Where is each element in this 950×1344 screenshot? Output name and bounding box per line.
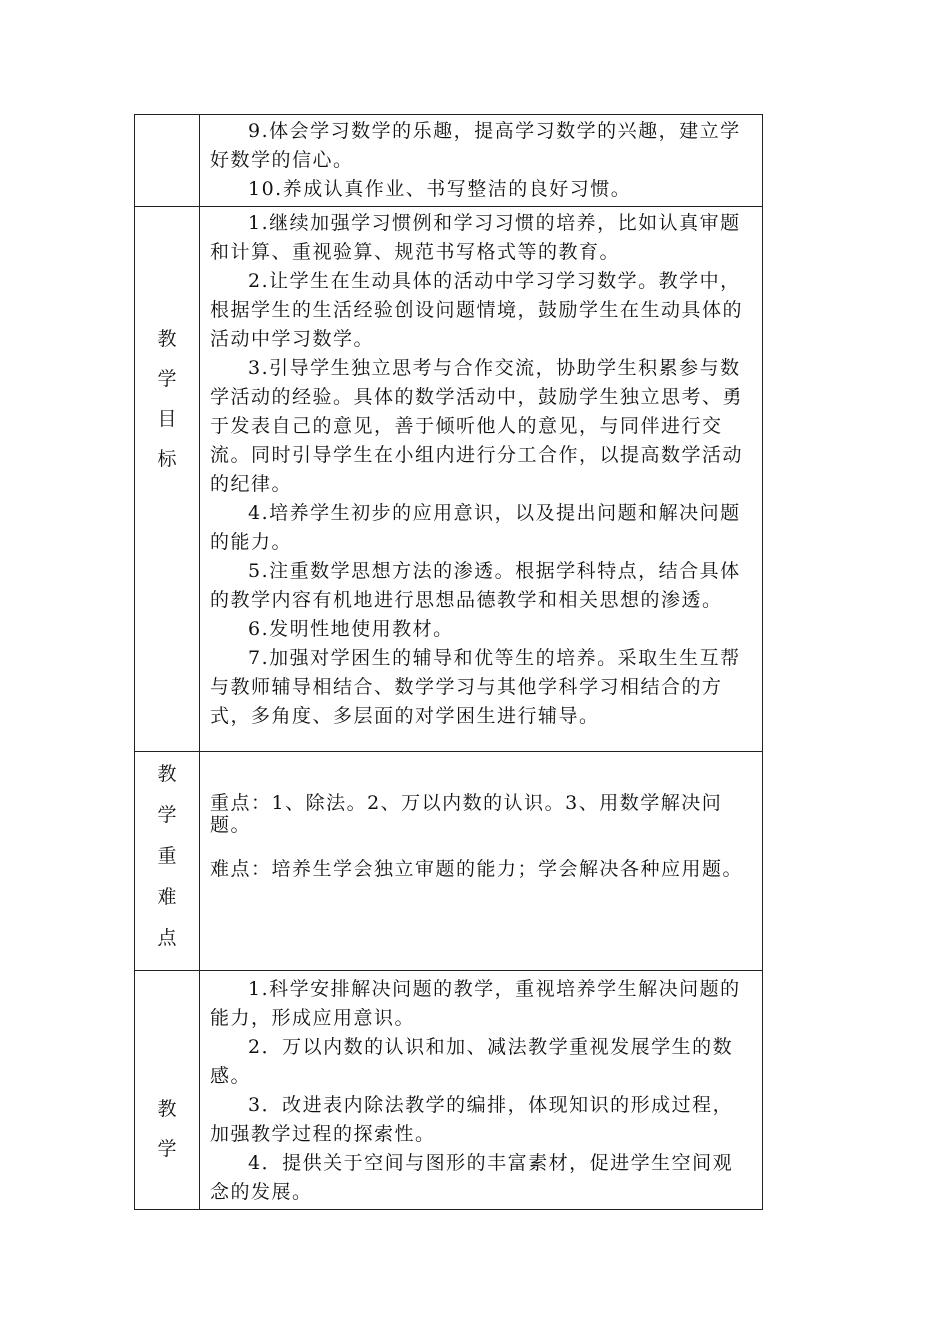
goal-paragraph-6: 6.发明性地使用教材。 xyxy=(248,618,454,640)
label-char: 学 xyxy=(157,804,177,826)
row-label-teaching xyxy=(135,971,200,1210)
table-row-learning-goals-cont xyxy=(135,115,763,207)
difficulty-text: 难点：培养生学会独立审题的能力；学会解决各种应用题。 xyxy=(210,858,744,880)
row-label-key-difficult-points xyxy=(135,752,200,971)
goal-paragraph-1: 1.继续加强学习惯例和学习习惯的培养，比如认真审题和计算、重视验算、规范书写格式等的教育。 xyxy=(210,212,741,263)
goal-paragraph-4: 4.培养学生初步的应用意识，以及提出问题和解决问题的能力。 xyxy=(210,502,741,553)
table-row-teaching-methods xyxy=(135,971,763,1210)
goal-paragraph-7: 7.加强对学困生的辅导和优等生的培养。采取生生互帮与教师辅导相结合、数学学习与其他学科学习相结合的方式，多角度、多层面的对学困生进行辅导。 xyxy=(210,647,741,727)
teaching-plan-table xyxy=(134,114,763,1210)
row-label-teaching-goals xyxy=(135,207,200,752)
label-char: 难 xyxy=(157,886,177,908)
label-char: 学 xyxy=(157,1138,177,1160)
label-char: 重 xyxy=(157,845,177,867)
method-paragraph-2: 2．万以内数的认识和加、减法教学重视发展学生的数感。 xyxy=(210,1036,734,1087)
table-row-key-difficult-points xyxy=(135,752,763,971)
label-char: 教 xyxy=(157,328,177,350)
goal-paragraph-2: 2.让学生在生动具体的活动中学习学习数学。教学中，根据学生的生活经验创设问题情境，鼓励学生在生动具体的活动中学习数学。 xyxy=(210,270,744,350)
goal-paragraph-5: 5.注重数学思想方法的渗透。根据学科特点，结合具体的教学内容有机地进行思想品德教学和相关思想的渗透。 xyxy=(210,560,741,611)
row-content xyxy=(200,207,763,752)
goal-item-9: 9.体会学习数学的乐趣，提高学习数学的兴趣，建立学好数学的信心。 xyxy=(210,120,741,171)
label-char: 学 xyxy=(157,368,177,390)
method-paragraph-3: 3．改进表内除法教学的编排，体现知识的形成过程，加强教学过程的探索性。 xyxy=(210,1094,734,1145)
label-char: 点 xyxy=(157,927,177,949)
key-point-text: 重点：1、除法。2、万以内数的认识。3、用数学解决问题。 xyxy=(210,792,723,836)
row-content xyxy=(200,115,763,207)
method-paragraph-1: 1.科学安排解决问题的教学，重视培养学生解决问题的能力，形成应用意识。 xyxy=(210,978,741,1029)
row-content xyxy=(200,971,763,1210)
label-char: 标 xyxy=(157,448,177,470)
method-paragraph-4: 4．提供关于空间与图形的丰富素材，促进学生空间观念的发展。 xyxy=(210,1152,734,1203)
label-char: 教 xyxy=(157,763,177,785)
goal-item-10: 10.养成认真作业、书写整洁的良好习惯。 xyxy=(248,178,632,200)
row-content xyxy=(200,752,763,971)
label-char: 目 xyxy=(157,408,177,430)
label-char: 教 xyxy=(157,1098,177,1120)
row-label-empty xyxy=(135,115,200,207)
table-row-teaching-goals xyxy=(135,207,763,752)
goal-paragraph-3: 3.引导学生独立思考与合作交流，协助学生积累参与数学活动的经验。具体的数学活动中，鼓励学生独立思考、勇于发表自己的意见，善于倾听他人的意见，与同伴进行交流。同时引导学生在小组内进行分工合作，以提高数学活动的纪律。 xyxy=(210,357,744,495)
